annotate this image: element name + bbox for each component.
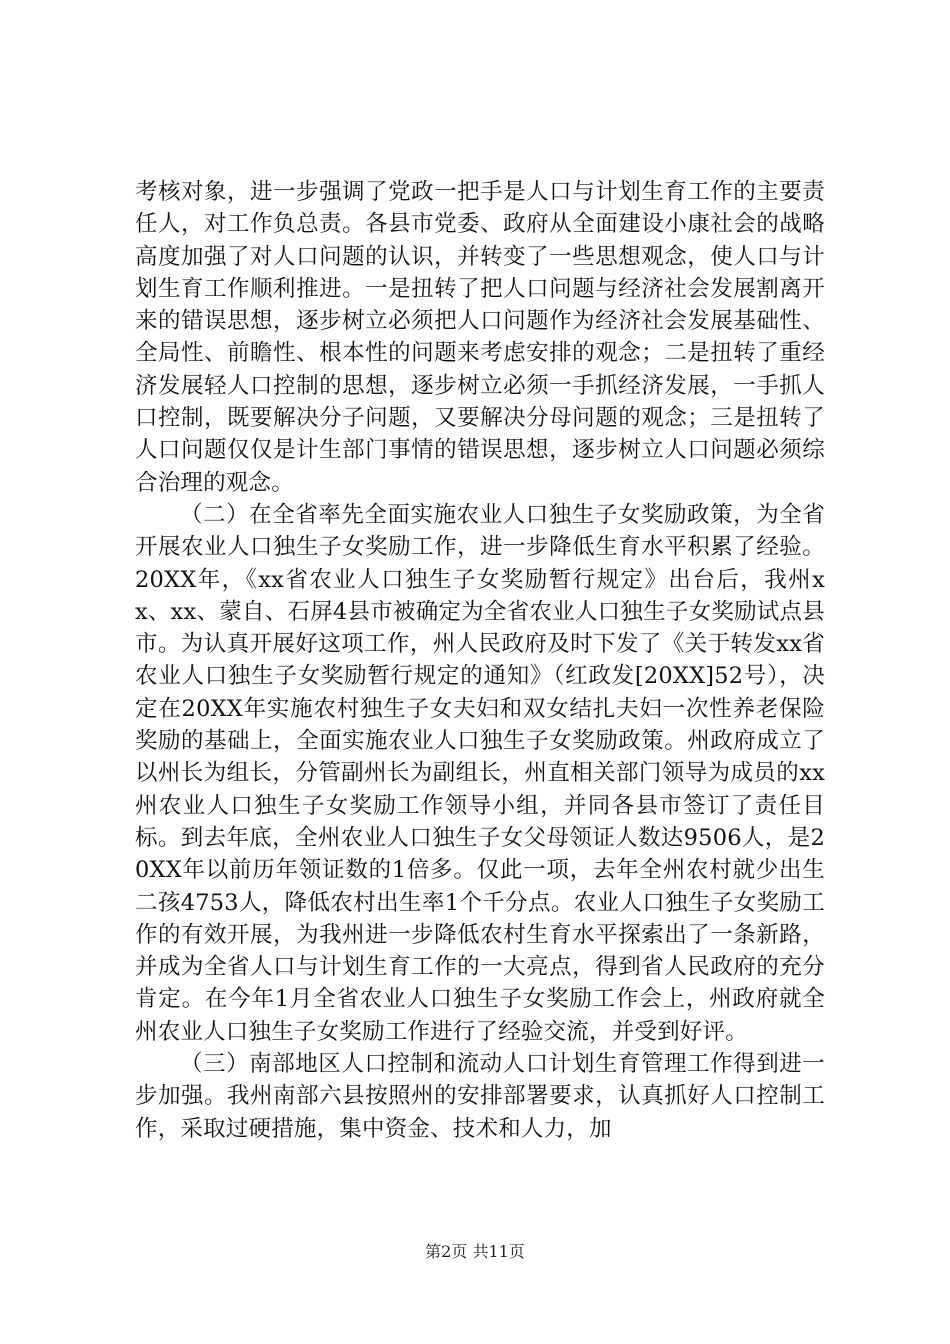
page-number-footer: 第2页 共11页 [425,1242,525,1261]
document-body [135,176,825,1145]
paragraph-3: （三）南部地区人口控制和流动人口计划生育管理工作得到进一步加强。我州南部六县按照州的安排部署要求，认真抓好人口控制工作，采取过硬措施，集中资金、技术和人力，加 [135,1051,825,1142]
paragraph-1: 考核对象，进一步强调了党政一把手是人口与计划生育工作的主要责任人，对工作负总责。各县市党委、政府从全面建设小康社会的战略高度加强了对人口问题的认识，并转变了一些思想观念，使人口与计划生育工作顺利推进。一是扭转了把人口问题与经济社会发展割离开来的错误思想，逐步树立必须把人口问题作为经济社会发展基础性、全局性、前瞻性、根本性的问题来考虑安排的观念；二是扭转了重经济发展轻人口控制的思想，逐步树立必须一手抓经济发展，一手抓人口控制，既要解决分子问题，又要解决分母问题的观念；三是扭转了人口问题仅仅是计生部门事情的错误思想，逐步树立人口问题必须综合治理的观念。 [135,179,825,496]
paragraph-2: （二）在全省率先全面实施农业人口独生子女奖励政策，为全省开展农业人口独生子女奖励工作，进一步降低生育水平积累了经验。20XX年，《xx省农业人口独生子女奖励暂行规定》出台后，我州xx、xx、蒙自、石屏4县市被确定为全省农业人口独生子女奖励试点县市。为认真开展好这项工作，州人民政府及时下发了《关于转发xx省农业人口独生子女奖励暂行规定的通知》（红政发[20XX]52号），决定在20XX年实施农村独生子女夫妇和双女结扎夫妇一次性养老保险奖励的基础上，全面实施农业人口独生子女奖励政策。州政府成立了以州长为组长，分管副州长为副组长，州直相关部门领导为成员的xx州农业人口独生子女奖励工作领导小组，并同各县市签订了责任目标。到去年底，全州农业人口独生子女父母领证人数达9506人，是20XX年以前历年领证数的1倍多。仅此一项，去年全州农村就少出生二孩4753人，降低农村出生率1个千分点。农业人口独生子女奖励工作的有效开展，为我州进一步降低农村生育水平探索出了一条新路，并成为全省人口与计划生育工作的一大亮点，得到省人民政府的充分肯定。在今年1月全省农业人口独生子女奖励工作会上，州政府就全州农业人口独生子女奖励工作进行了经验交流，并受到好评。 [135,501,825,1045]
